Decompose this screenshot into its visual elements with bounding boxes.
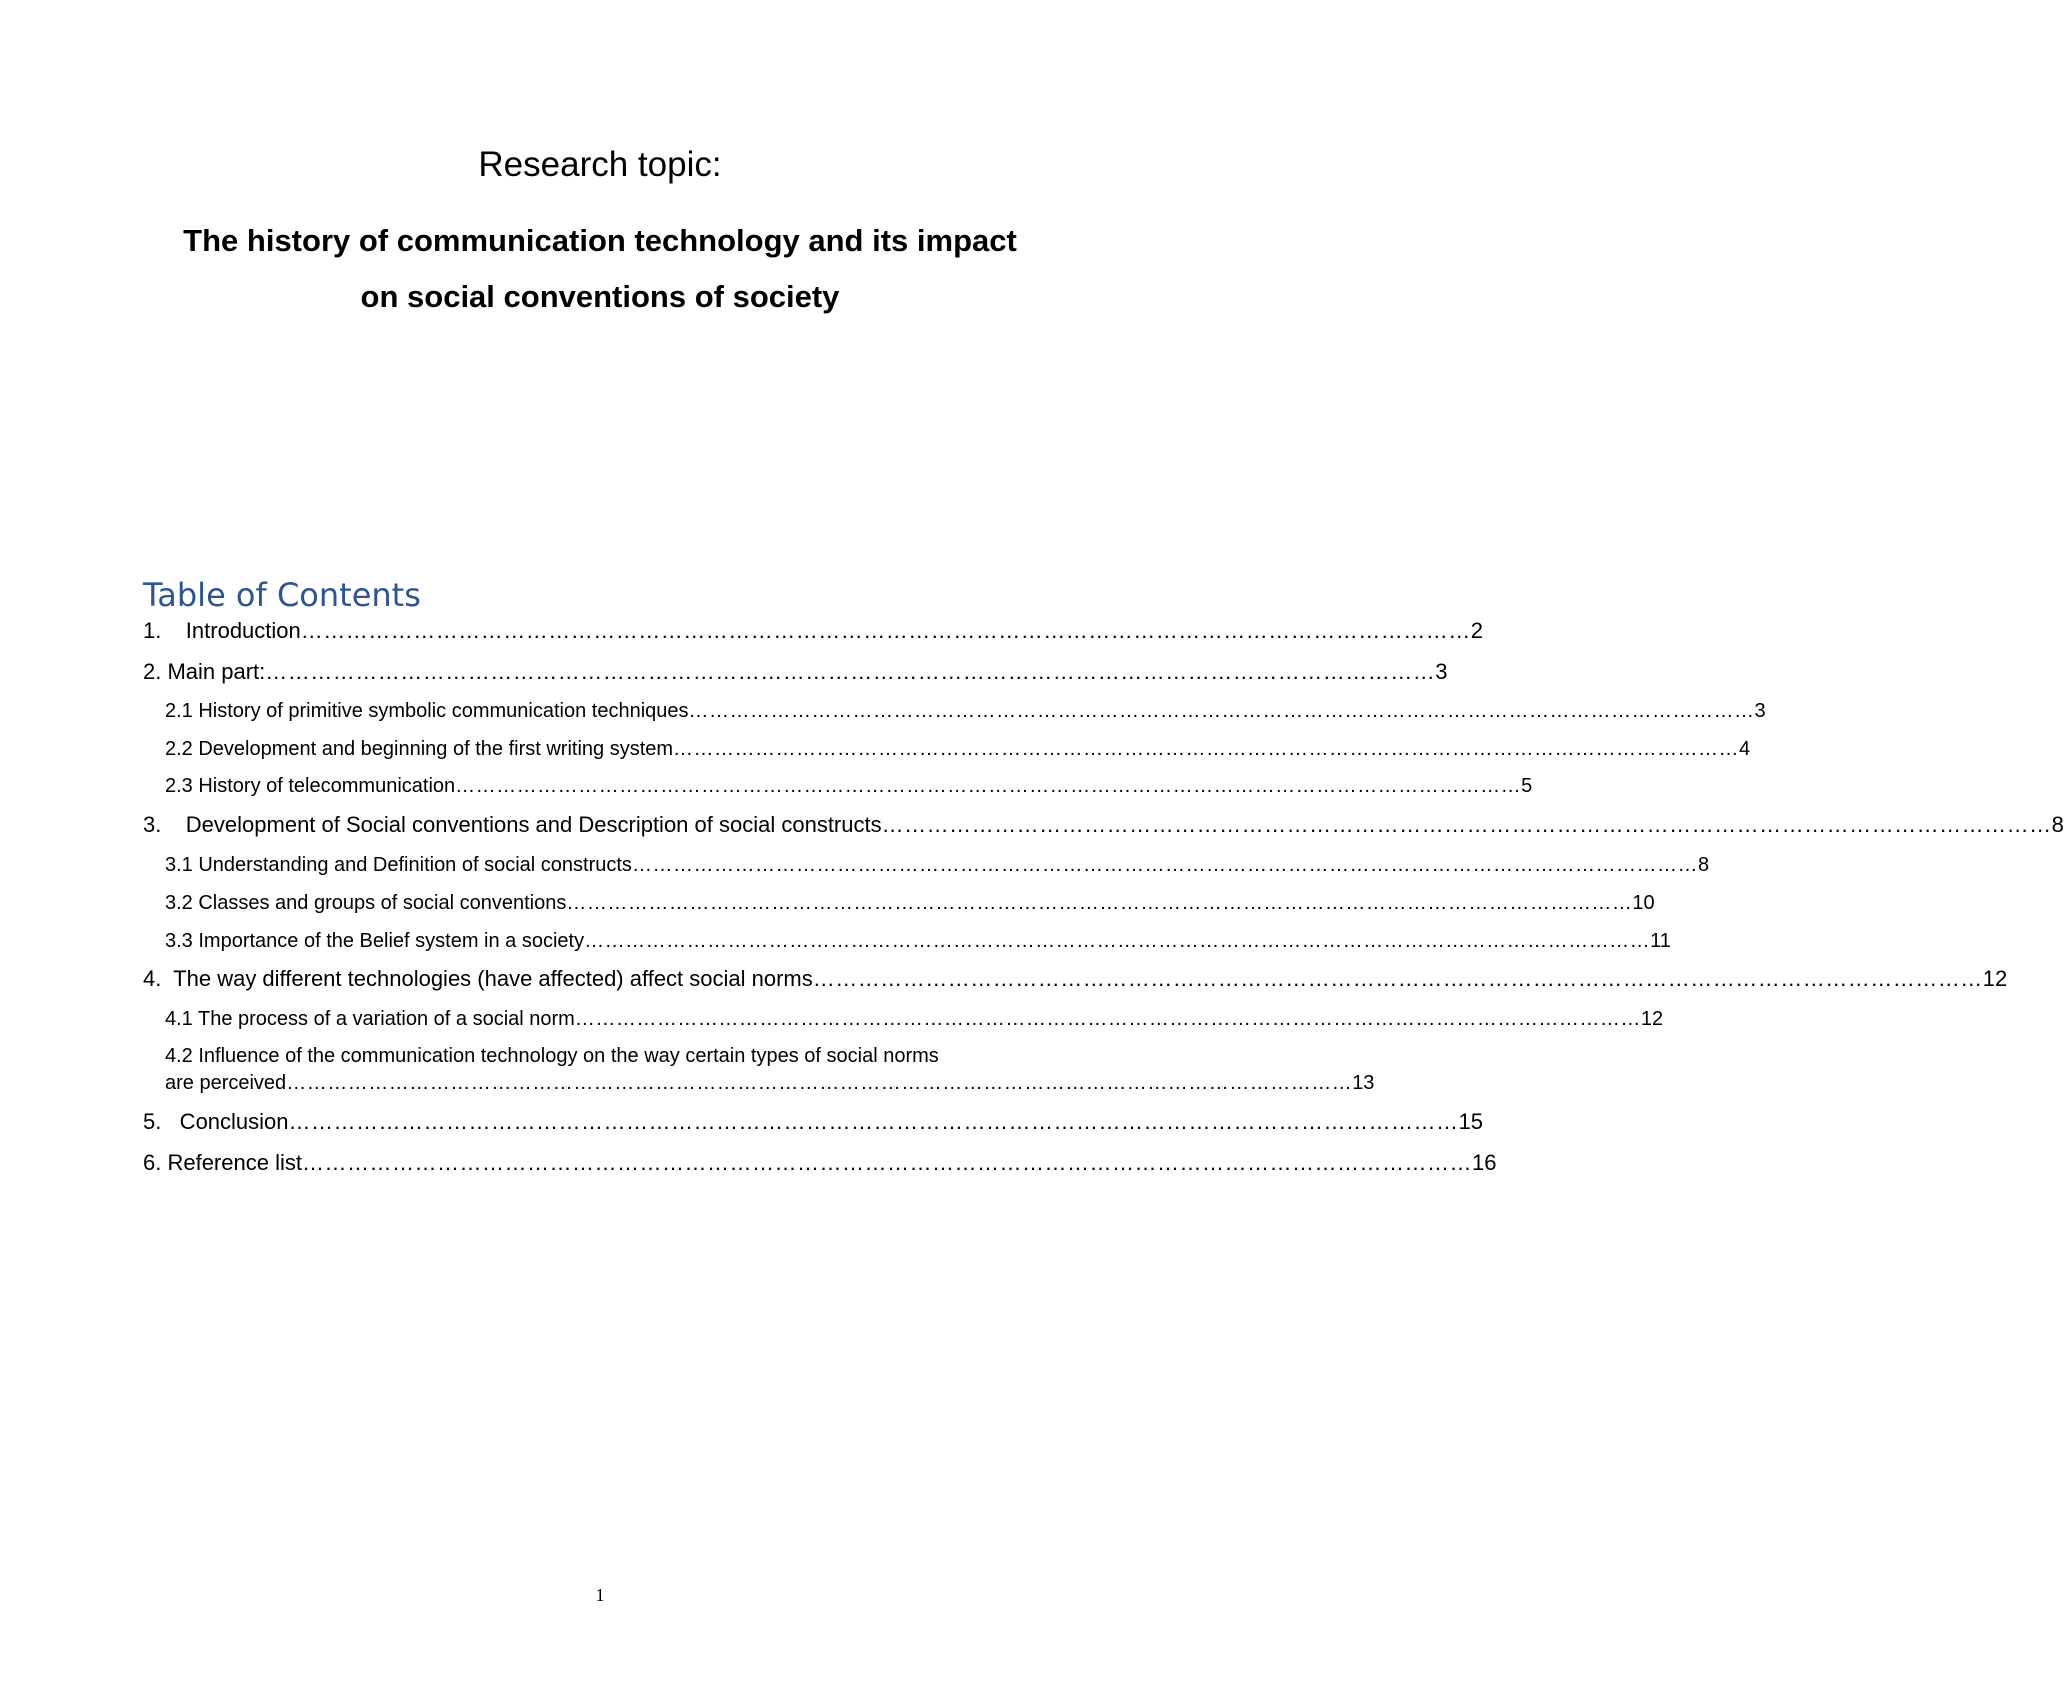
- toc-entry-label: 3. Development of Social conventions and Description of social constructs: [143, 812, 882, 837]
- toc-entry-label: 4.2 Influence of the communication technology on the way certain types of social norms: [165, 1045, 939, 1067]
- toc-leader-dots: …………………………………………………………………………………………………………………………………………: [584, 930, 1651, 952]
- toc-leader-dots: …………………………………………………………………………………………………………………………………………: [574, 1008, 1641, 1030]
- toc-entry-4-1[interactable]: [165, 1006, 1664, 1032]
- toc-entry-continuation: [165, 1070, 1375, 1097]
- toc-entry-page: 11: [1650, 930, 1671, 952]
- toc-entry-label: 2.2 Development and beginning of the first writing system: [165, 738, 674, 760]
- toc-entry-label: 2. Main part:: [143, 659, 266, 684]
- toc-leader-dots: …………………………………………………………………………………………………………………………………………: [881, 812, 2052, 837]
- toc-entry-page: 15: [1458, 1109, 1484, 1134]
- toc-entry-label-continued: are perceived: [165, 1072, 287, 1094]
- toc-leader-dots: …………………………………………………………………………………………………………………………………………: [300, 618, 1471, 643]
- toc-entry-3-3[interactable]: [165, 928, 1671, 954]
- toc-entry-label: 2.1 History of primitive symbolic communication techniques: [165, 700, 689, 722]
- toc-leader-dots: …………………………………………………………………………………………………………………………………………: [301, 1150, 1472, 1175]
- toc-entry-page: 3: [1435, 659, 1448, 684]
- toc-entry-2-3[interactable]: [165, 773, 1533, 799]
- toc-entry-3-2[interactable]: [165, 890, 1655, 916]
- toc-entry-page: 3: [1754, 700, 1766, 722]
- toc-entry-reference-list[interactable]: [143, 1149, 1497, 1177]
- toc-entry-4-2[interactable]: [165, 1043, 1375, 1097]
- toc-entry-label: 6. Reference list: [143, 1150, 302, 1175]
- toc-leader-dots: …………………………………………………………………………………………………………………………………………: [566, 892, 1633, 914]
- toc-entry-2-1[interactable]: [165, 698, 1766, 724]
- toc-entry-label: 1. Introduction: [143, 618, 301, 643]
- toc-entry-page: 4: [1739, 738, 1751, 760]
- toc-entry-page: 13: [1352, 1072, 1375, 1094]
- toc-entry-social-conventions[interactable]: [143, 811, 2064, 839]
- toc-leader-dots: …………………………………………………………………………………………………………………………………………: [265, 659, 1436, 684]
- toc-leader-dots: …………………………………………………………………………………………………………………………………………: [688, 700, 1755, 722]
- toc-entry-main-part[interactable]: [143, 658, 1448, 686]
- toc-entry-conclusion[interactable]: [143, 1108, 1484, 1136]
- toc-entry-label: 2.3 History of telecommunication: [165, 775, 456, 797]
- toc-entry-page: 12: [1640, 1008, 1664, 1030]
- page-number: 1: [595, 1585, 605, 1605]
- toc-entry-3-1[interactable]: [165, 852, 1710, 878]
- toc-leader-dots: …………………………………………………………………………………………………………………………………………: [812, 966, 1983, 991]
- toc-entry-label: 4. The way different technologies (have affected) affect social norms: [143, 966, 813, 991]
- toc-leader-dots: …………………………………………………………………………………………………………………………………………: [673, 738, 1740, 760]
- research-topic-label: Research topic:: [478, 145, 722, 184]
- toc-entry-label: 5. Conclusion: [143, 1109, 289, 1134]
- toc-entry-label: 4.1 The process of a variation of a social norm: [165, 1008, 575, 1030]
- document-title-line-2: on social conventions of society: [360, 279, 840, 314]
- toc-leader-dots: …………………………………………………………………………………………………………………………………………: [455, 775, 1522, 797]
- toc-entry-label: 3.3 Importance of the Belief system in a society: [165, 930, 585, 952]
- toc-entry-label: 3.1 Understanding and Definition of social constructs: [165, 854, 632, 876]
- toc-entry-introduction[interactable]: [143, 617, 1484, 645]
- document-title-line-1: The history of communication technology and its impact: [183, 223, 1017, 258]
- toc-entry-page: 12: [1982, 966, 2008, 991]
- toc-entry-label: 3.2 Classes and groups of social conventions: [165, 892, 567, 914]
- toc-entry-technologies-social-norms[interactable]: [143, 965, 2008, 993]
- toc-entry-2-2[interactable]: [165, 736, 1751, 762]
- toc-leader-dots: …………………………………………………………………………………………………………………………………………: [631, 854, 1698, 876]
- toc-entry-page: 10: [1632, 892, 1655, 914]
- toc-leader-dots: …………………………………………………………………………………………………………………………………………: [288, 1109, 1459, 1134]
- toc-entry-page: 2: [1470, 618, 1484, 643]
- toc-entry-page: 16: [1471, 1150, 1497, 1175]
- toc-entry-page: 5: [1521, 775, 1533, 797]
- toc-heading: Table of Contents: [143, 576, 421, 614]
- toc-entry-page: 8: [2051, 812, 2064, 837]
- toc-leader-dots: …………………………………………………………………………………………………………………………………………: [286, 1072, 1353, 1094]
- toc-entry-page: 8: [1697, 854, 1710, 876]
